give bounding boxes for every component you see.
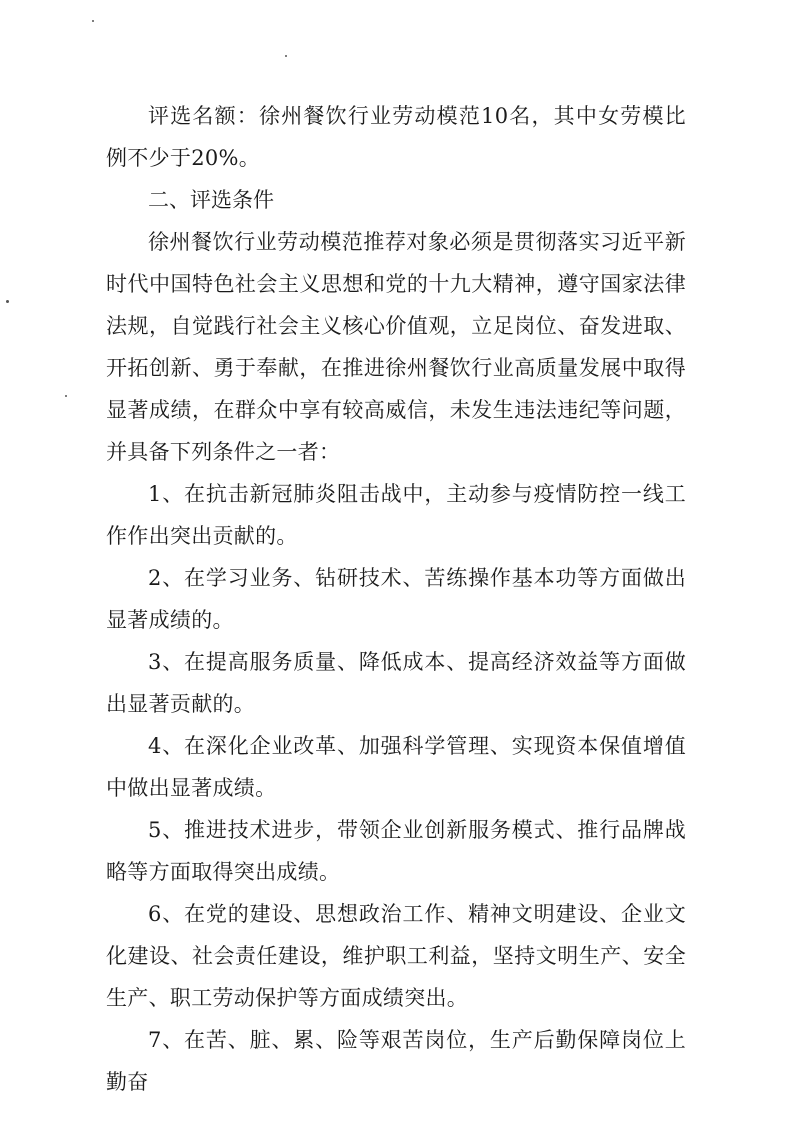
section-heading: 二、评选条件	[148, 188, 274, 212]
condition-item-5: 5、推进技术进步，带领企业创新服务模式、推行品牌战略等方面取得突出成绩。	[106, 818, 686, 884]
scan-speck	[285, 55, 287, 57]
criteria-paragraph: 徐州餐饮行业劳动模范推荐对象必须是贯彻落实习近平新时代中国特色社会主义思想和党的十九大精神，遵守国家法律法规，自觉践行社会主义核心价值观，立足岗位、奋发进取、开拓创新、勇于奉献，在推进徐州餐饮行业高质量发展中取得显著成绩，在群众中享有较高威信，未发生违法违纪等问题，并具备下列条件之一者：	[106, 230, 686, 464]
condition-item-4: 4、在深化企业改革、加强科学管理、实现资本保值增值中做出显著成绩。	[106, 734, 686, 800]
condition-item-6: 6、在党的建设、思想政治工作、精神文明建设、企业文化建设、社会责任建设，维护职工利益，坚持文明生产、安全生产、职工劳动保护等方面成绩突出。	[106, 902, 686, 1010]
condition-item-1: 1、在抗击新冠肺炎阻击战中，主动参与疫情防控一线工作作出突出贡献的。	[106, 482, 686, 548]
scan-speck	[6, 300, 9, 303]
scan-speck	[92, 20, 94, 22]
condition-item-2: 2、在学习业务、钻研技术、苦练操作基本功等方面做出显著成绩的。	[106, 566, 686, 632]
condition-item-3: 3、在提高服务质量、降低成本、提高经济效益等方面做出显著贡献的。	[106, 650, 686, 716]
condition-item-7: 7、在苦、脏、累、险等艰苦岗位，生产后勤保障岗位上勤奋	[106, 1028, 686, 1094]
document-body	[106, 95, 686, 1103]
quota-paragraph: 评选名额：徐州餐饮行业劳动模范10名，其中女劳模比例不少于20%。	[106, 104, 686, 170]
scan-speck	[65, 395, 67, 397]
